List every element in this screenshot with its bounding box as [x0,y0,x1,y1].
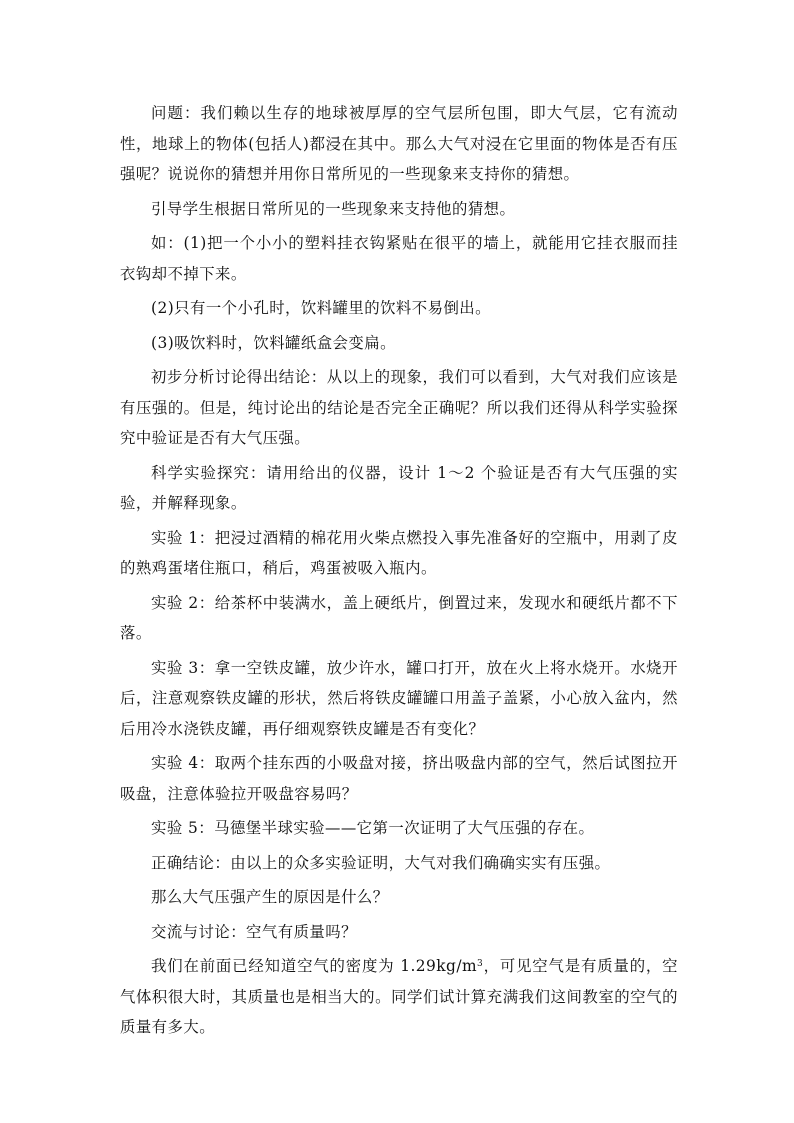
paragraph-experiment-4: 实验 4：取两个挂东西的小吸盘对接，挤出吸盘内部的空气，然后试图拉开吸盘，注意体验拉开吸盘容易吗？ [120,754,678,803]
density-text-before: 我们在前面已经知道空气的密度为 1.29kg/m [151,957,478,975]
paragraph-example-3: (3)吸饮料时，饮料罐纸盒会变扁。 [151,333,396,352]
paragraph-experiment-1: 实验 1：把浸过酒精的棉花用火柴点燃投入事先准备好的空瓶中，用剥了皮的熟鸡蛋堵住瓶口，稍后，鸡蛋被吸入瓶内。 [120,528,678,577]
document-body [120,98,678,1047]
paragraph-preliminary-conclusion: 初步分析讨论得出结论：从以上的现象，我们可以看到，大气对我们应该是有压强的。但是，纯讨论出的结论是否完全正确呢？所以我们还得从科学实验探究中验证是否有大气压强。 [120,368,678,447]
paragraph-question: 问题：我们赖以生存的地球被厚厚的空气层所包围，即大气层，它有流动性，地球上的物体(包括人)都浸在其中。那么大气对浸在它里面的物体是否有压强呢？说说你的猜想并用你日常所见的一些现象来支持你的猜想。 [120,104,678,183]
paragraph-example-1: 如：(1)把一个小小的塑料挂衣钩紧贴在很平的墙上，就能用它挂衣服而挂衣钩却不掉下来。 [120,234,678,283]
density-text-after: ，可见空气是有质量的，空气体积很大时，其质量也是相当大的。同学们试计算充满我们这间教室的空气的质量有多大。 [120,957,678,1036]
paragraph-correct-conclusion: 正确结论：由以上的众多实验证明，大气对我们确确实实有压强。 [151,853,611,872]
paragraph-air-density [120,951,678,1043]
paragraph-guide: 引导学生根据日常所见的一些现象来支持他的猜想。 [151,199,516,218]
paragraph-experiment-5: 实验 5：马德堡半球实验——它第一次证明了大气压强的存在。 [151,819,595,837]
paragraph-experiment-2: 实验 2：给茶杯中装满水，盖上硬纸片，倒置过来，发现水和硬纸片都不下落。 [120,593,678,642]
paragraph-experiment-3: 实验 3：拿一空铁皮罐，放少许水，罐口打开，放在火上将水烧开。水烧开后，注意观察铁皮罐的形状，然后将铁皮罐罐口用盖子盖紧，小心放入盆内，然后用冷水浇铁皮罐，再仔细观察铁皮罐是否有变化？ [120,658,678,738]
paragraph-scientific-inquiry: 科学实验探究：请用给出的仪器，设计 1～2 个验证是否有大气压强的实验，并解释现象。 [120,463,678,512]
paragraph-discussion: 交流与讨论：空气有质量吗？ [151,922,357,941]
paragraph-cause-question: 那么大气压强产生的原因是什么？ [151,888,389,906]
density-unit-exponent: 3 [477,959,484,969]
paragraph-example-2: (2)只有一个小孔时，饮料罐里的饮料不易倒出。 [151,299,491,317]
